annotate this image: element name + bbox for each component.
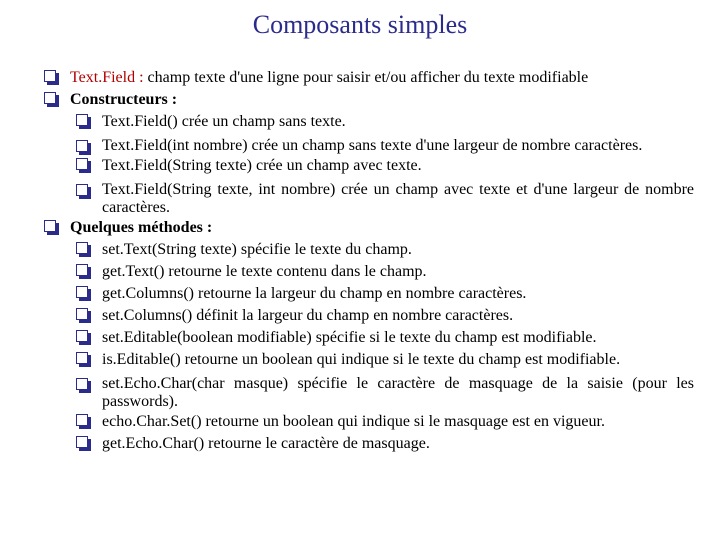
square-bullet-icon: [44, 220, 59, 235]
method-text: set.Text(String texte) spécifie le texte du champ.: [102, 241, 412, 258]
method-text: is.Editable() retourne un boolean qui indique si le texte du champ est modifiable.: [102, 351, 621, 368]
square-bullet-icon: [76, 264, 91, 279]
method-text: set.Columns() définit la largeur du champ en nombre caractères.: [102, 307, 514, 324]
square-bullet-icon: [76, 242, 91, 257]
list-item: [76, 239, 694, 261]
square-bullet-icon: [44, 70, 59, 85]
square-bullet-icon: [44, 92, 59, 107]
method-text: set.Echo.Char(char masque) spécifie le caractère de masquage de la saisie (pour les passwords).: [102, 375, 694, 410]
square-bullet-icon: [76, 184, 91, 199]
list-item-textfield: [44, 67, 694, 89]
square-bullet-icon: [76, 352, 91, 367]
method-text: get.Text() retourne le texte contenu dans le champ.: [102, 263, 427, 280]
list-item: [76, 327, 694, 349]
square-bullet-icon: [76, 114, 91, 129]
methods-heading: Quelques méthodes :: [70, 219, 213, 236]
list-item-methods: [44, 217, 694, 239]
square-bullet-icon: [76, 286, 91, 301]
square-bullet-icon: [76, 436, 91, 451]
square-bullet-icon: [76, 140, 91, 155]
list-item: [76, 305, 694, 327]
square-bullet-icon: [76, 378, 91, 393]
term-textfield: Text.Field :: [70, 69, 144, 86]
method-text: echo.Char.Set() retourne un boolean qui indique si le masquage est en vigueur.: [102, 413, 605, 430]
list-item: [76, 433, 694, 455]
method-text: set.Editable(boolean modifiable) spécifie si le texte du champ est modifiable.: [102, 329, 597, 346]
term-description: champ texte d'une ligne pour saisir et/ou afficher du texte modifiable: [143, 69, 589, 86]
list-item: [76, 181, 694, 217]
constructor-text: Text.Field(String texte, int nombre) crée un champ avec texte et d'une largeur de nombre caractères.: [102, 181, 694, 216]
method-text: get.Columns() retourne la largeur du champ en nombre caractères.: [102, 285, 527, 302]
constructor-text: Text.Field(String texte) crée un champ avec texte.: [102, 157, 422, 174]
method-text: get.Echo.Char() retourne le caractère de masquage.: [102, 435, 430, 452]
square-bullet-icon: [76, 308, 91, 323]
list-item: [76, 137, 694, 155]
list-item: [76, 261, 694, 283]
list-item: [76, 349, 694, 371]
constructor-text: Text.Field(int nombre) crée un champ sans texte d'une largeur de nombre caractères.: [102, 137, 643, 154]
constructors-heading: Constructeurs :: [70, 91, 178, 108]
list-item: [76, 411, 694, 433]
square-bullet-icon: [76, 158, 91, 173]
list-item: [76, 375, 694, 411]
square-bullet-icon: [76, 330, 91, 345]
constructor-text: Text.Field() crée un champ sans texte.: [102, 113, 346, 130]
list-item-constructors: [44, 89, 694, 111]
page-title: Composants simples: [252, 10, 468, 39]
list-item: [76, 155, 694, 177]
list-item: [76, 111, 694, 133]
square-bullet-icon: [76, 414, 91, 429]
list-item: [76, 283, 694, 305]
slide-body: [44, 67, 694, 455]
